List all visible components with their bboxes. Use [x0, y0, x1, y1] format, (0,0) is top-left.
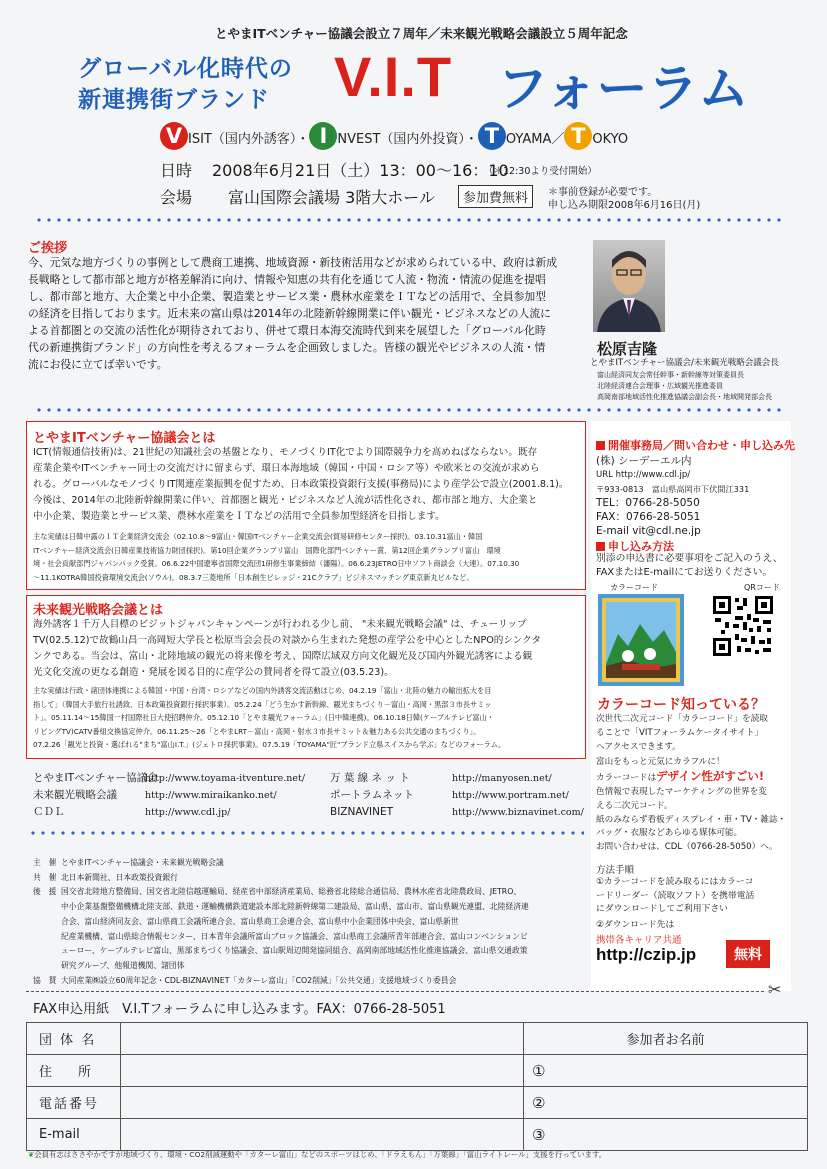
sponsor-text: 研究グループ、他報道機関、諸団体: [61, 960, 185, 970]
color-code-label: カラーコード: [610, 583, 658, 592]
link-url[interactable]: http://www.biznavinet.com/: [452, 807, 584, 818]
qr-code-label: QRコード: [744, 583, 780, 592]
itv-note: 〜11.1KOTRA韓国投資環境交流会(ソウル)。08.3.7三菱地所「日本創生ビレッジ・21Cクラブ」ビジネスマッチング東京新丸ビルなど。: [33, 572, 474, 582]
sponsor-row: [33, 944, 529, 959]
sponsor-label: 主 催: [33, 858, 57, 867]
kanko-note: 主な実績は行政・諸団体連携による韓国・中国・台湾・ロシアなどの国内外誘客交流活動ほじめ、04.2.19「富山・北陸の魅力の輸出拡大を目: [33, 686, 492, 695]
tagline: [160, 122, 628, 150]
fee-badge: 参加費無料: [458, 185, 533, 208]
sponsor-label: 後 援: [33, 887, 57, 897]
title-forum: フォーラム: [497, 60, 749, 119]
participant-1[interactable]: [524, 1055, 808, 1087]
sponsor-text: 中小企業基盤整備機構北陸支部、鉄道・運輸機構鉄道建設本部北陸新幹線第二建設局、富山県、富山市、富山県観光連盟、北陸経済連: [61, 902, 529, 912]
itv-line: 中小企業、製造業とサービス業、農林水産業をＩＴなどの活用で全員参加型経済を目指します。: [33, 511, 445, 522]
itv-note: 境・社会貢献部門ジャパンパック受賞。06.6.22中国遼寧省国際交流団1研修生事業締結（瀋陽）。06.6.23JETRO日中ソフト商談会（大連）。07.10.30: [33, 559, 520, 568]
contact-title: [596, 437, 795, 453]
link-name: とやまITベンチャー協議会: [33, 772, 158, 784]
itv-line: 産業企業やITベンチャー同士の交流だけに留まらず、環日本海地域（韓国・中国・ロシア等）や欧米との交流が求めら: [33, 463, 540, 474]
itv-body: [33, 445, 569, 525]
greeting-line: 流にお役に立てば幸いです。: [28, 358, 168, 371]
sponsor-row: [33, 856, 529, 871]
contact-address: 〒933-0813 富山県高岡市下伏間江331: [596, 484, 750, 494]
chairman-name: 松原吉隆: [597, 340, 658, 358]
contact-details: [596, 454, 749, 538]
circle-i-icon: I: [309, 122, 337, 150]
circle-t-icon: T: [478, 122, 506, 150]
participant-num: ②: [532, 1093, 546, 1112]
tag-tokyo: OKYO: [592, 132, 629, 147]
step-line: ードリーダー（読取ソフト）を携帯電話: [596, 890, 755, 901]
fax-form-table: [26, 1022, 808, 1151]
kanko-line: 海外誘客１千万人目標のビジットジャパンキャンペーンが行われる少し前、 "未来観光戦略会議" は、チューリップ: [33, 619, 527, 630]
greeting-line: 今、元気な地方づくりの事例として農商工連携、地域資源・新技術活用などが求められている中、政府は新成: [28, 256, 558, 269]
sponsor-text: 国交省北陸地方整備局、国交省北陸信越運輸局、経産省中部経済産業局、総務省北陸総合通信局、農林水産省北陸農政局、JETRO、: [61, 887, 522, 897]
participant-num: ①: [532, 1061, 546, 1080]
fax-label: 団 体 名: [27, 1023, 121, 1055]
sponsor-label: 共 催: [33, 872, 57, 882]
date-label: 日時: [160, 161, 193, 180]
participant-3[interactable]: [524, 1119, 808, 1151]
title-line1: グローバル化時代の: [78, 56, 293, 82]
fax-label: 電話番号: [27, 1087, 121, 1119]
link-row: [33, 787, 305, 804]
kanko-heading: 未来観光戦略会議とは: [33, 603, 164, 618]
sponsor-text: 北日本新聞社、日本政策投資銀行: [61, 872, 178, 882]
colorcode-line: 紙のみならず看板ディスプレイ・車・TV・雑誌・: [596, 814, 787, 825]
step-line: ②ダウンロード先は: [596, 919, 675, 930]
greeting-line: 代の新連携街ブランド」の方向性を考えるフォーラムを企画致しました。皆様の観光やビジネスの人流・情: [28, 341, 546, 354]
colorcode-line: 次世代二次元コード「カラーコード」を読取: [596, 714, 768, 724]
fax-heading: FAX申込用紙 V.I.Tフォーラムに申し込みます。FAX：0766-28-5051: [33, 1002, 446, 1017]
itv-line: 今後は、2014年の北陸新幹線開業に伴い、首都圏と観光・ビジネスなど人流が活性化され、都市部と地方、大企業と: [33, 495, 538, 506]
date-note: （＊12:30より受付開始）: [484, 166, 597, 177]
participant-2[interactable]: [524, 1087, 808, 1119]
carrier-note: 携帯各キャリア共通: [596, 935, 682, 946]
link-row: [330, 804, 584, 821]
step-line: にダウンロードしてご利用下さい: [596, 904, 728, 914]
link-name: BIZNAVINET: [330, 806, 394, 818]
contact-title-text: 開催事務局／問い合わせ・申し込み先: [608, 439, 795, 452]
kanko-note: リビングTV)CATV番組交換協定仲介。06.11.25〜26「とやまLRT－富山・高岡・射水３市長サミット＆魅力ある公共交通のまちづくり」。: [33, 726, 481, 736]
colorcode-desc: [596, 713, 786, 855]
circle-v-icon: V: [160, 122, 188, 150]
itv-line: ICT(情報通信技術)は、21世紀の知識社会の基盤となり、モノづくりIT化でより国際競争力を高めねばならない。既存: [33, 447, 538, 458]
sponsor-text: 大同産業㈱設立60周年記念・CDL-BIZNAVINET「カターレ富山」「CO2削減」「公共交通」支援地域づくり委員会: [61, 975, 457, 985]
sponsor-row: [33, 959, 529, 974]
fax-label: 住 所: [27, 1055, 121, 1087]
sponsors: [33, 856, 529, 988]
greeting-line: よる首都圏との交流の活性化が期待されており、併せて環日本海交流時代到来を展望した「グローバル化時: [28, 324, 546, 337]
sponsor-label: 協 賛: [33, 975, 57, 985]
red-square-icon: [596, 441, 605, 450]
link-url[interactable]: http://www.cdl.jp/: [145, 807, 231, 818]
fax-row: [27, 1119, 808, 1151]
link-url[interactable]: http://www.miraikanko.net/: [145, 790, 277, 801]
colorcode-line: へアクセスできます。: [596, 741, 681, 752]
venue-value: 富山国際会議場 3階大ホール: [228, 188, 435, 207]
kanko-notes: [33, 684, 505, 752]
itv-heading: とやまITベンチャー協議会とは: [33, 431, 216, 446]
fax-input-email[interactable]: [121, 1119, 524, 1151]
title-line2: 新連携街ブランド: [78, 87, 270, 113]
chairman-roles: [597, 370, 787, 403]
footer-text: 会員有志はささやかですが地域づくり、環境・CO2削減運動や「カターレ富山」などのスポーツはじめ、「ドラえもん」「万葉線」「富山ライトレール」支援を行っています。: [34, 1150, 607, 1159]
link-row: [330, 787, 584, 804]
date-value: 2008年6月21日（土）13：00〜16：10: [212, 161, 509, 180]
contact-company: (株) シーデーエル内: [596, 455, 692, 467]
sponsor-row: [33, 871, 529, 886]
link-row: [33, 804, 305, 821]
contact-url[interactable]: URL http://www.cdl.jp/: [596, 470, 691, 480]
kanko-note: 07.2.26「観光と投資・選ばれる"まち"富山I.T.」(ジェトロ採択事業)。07.5.19「TOYAMA"匠"ブランド立県スイスから学ぶ」などのフォーラム。: [33, 740, 506, 749]
sponsor-row: [33, 885, 529, 900]
link-name: ＣＤＬ: [33, 806, 65, 818]
sponsor-text: とやまITベンチャー協議会・未来観光戦略会議: [61, 858, 224, 867]
colorcode-line: お問い合わせは、CDL（0766-28-5050）へ。: [596, 842, 778, 853]
chairman-title: とやまITベンチャー協議会/未来観光戦略会議会長: [590, 358, 779, 368]
color-code-image[interactable]: [598, 594, 684, 686]
cut-line: [26, 991, 764, 992]
fax-row: [27, 1055, 808, 1087]
greeting-line: 長戦略として都市部と地方が格差解消に向け、情報や知恵の共有化を通じて人流・物流・情流の促進を提唱: [28, 273, 546, 286]
participant-num: ③: [532, 1125, 546, 1144]
tag-invest: NVEST（国内外投資）・: [337, 132, 478, 147]
colorcode-line: ることで「VITフォーラムケータイサイト」: [596, 727, 764, 738]
colorcode-line: バッグ・衣服などあらゆる媒体可能。: [596, 828, 743, 839]
colorcode-line: 富山をもっと元気にカラフルに！: [596, 757, 725, 768]
circle-t2-icon: T: [564, 122, 592, 150]
sponsor-text: 紀産業機構、富山県総合情報センター、日本青年会議所富山ブロック協議会、富山県商工会議所青年部連合会、富山コンベンションビ: [61, 931, 528, 941]
anniversary-line: とやまITベンチャー協議会設立７周年／未来観光戦略会議設立５周年記念: [215, 26, 628, 41]
steps-title: 方法手順: [596, 865, 635, 876]
kanko-note: 指して」（韓国大手旅行社誘致、日本政策投資銀行採択事業）。05.2.24「どう生かす新幹線、観光まちづくり－富山・高岡・黒部３市長サミッ: [33, 699, 492, 709]
fax-input-address[interactable]: [121, 1055, 524, 1087]
contact-fax: FAX：0766-28-5051: [596, 511, 701, 523]
itv-note: ITベンチャー経済交流会(日韓産業技術協力財団採択)。第10回企業グランプリ富山 国際化部門ベンチャー賞、第12回企業グランプリ富山 環境: [33, 545, 501, 555]
apply-line: 別添の申込書に必要事項をご記入のうえ、: [596, 553, 783, 564]
registration-note: ＊事前登録が必要です。: [548, 187, 658, 198]
greeting-body: [28, 254, 588, 373]
design-emphasis: デザイン性がすごい!: [656, 769, 765, 784]
leaf-icon: ❦: [28, 1150, 35, 1159]
link-name: 万 葉 線 ネ ッ ト: [330, 772, 410, 784]
greeting-heading: ご挨拶: [28, 241, 68, 256]
steps-list: [596, 876, 754, 932]
colorcode-prefix: カラーコードは: [596, 773, 657, 784]
link-row: [330, 770, 584, 787]
link-url[interactable]: http://www.toyama-itventure.net/: [145, 773, 306, 784]
venue-label: 会場: [160, 188, 193, 207]
kanko-line: TV(02.5.12)で故鶴山昌一高岡短大学長と松原当会会長の対談から生まれた発想の産学公を中心としたNPO的シンクタ: [33, 635, 542, 646]
link-name: ポートラムネット: [330, 789, 414, 801]
step-line: ①カラーコードを読み取るにはカラーコ: [596, 877, 754, 887]
contact-email[interactable]: E-mail vit@cdl.ne.jp: [596, 525, 701, 537]
greeting-line: の経済を目指しております。近未来の富山県は2014年の北陸新幹線開業に伴い観光・ビジネスなどの人流に: [28, 307, 551, 320]
links-left: [33, 770, 305, 821]
colorcode-line: [596, 770, 786, 786]
chairman-photo: [593, 240, 665, 332]
colorcode-line: える二次元コード。: [596, 800, 673, 811]
links-right: [330, 770, 584, 821]
itv-note: 主な実績は日韓中露のＩＴ企業経済交流会（02.10.8〜9富山・韓国ITベンチャー企業交流会(貿易研修センター採択)。03.10.31富山・韓国: [33, 532, 483, 541]
qr-code-image[interactable]: [711, 594, 775, 658]
czip-url[interactable]: http://czip.jp: [596, 945, 697, 964]
dotted-divider: [34, 407, 784, 413]
sponsor-row: [33, 930, 529, 945]
sponsor-row: [33, 915, 529, 930]
footer-note: [28, 1149, 606, 1160]
apply-body: [596, 552, 783, 580]
apply-title-text: 申し込み方法: [608, 540, 674, 553]
kanko-note: ト」。05.11.14〜15韓国一村国際社日大使招聘仲介。05.12.10「とやま観光フォーラム」(日中韓連携)。06.10.18日韓(ケーブルテレビ富山・: [33, 713, 494, 722]
red-square-icon: [596, 542, 605, 551]
free-badge: 無料: [726, 940, 770, 968]
sponsor-text: 合会、富山経済同友会、富山県商工会議所連合会、富山県商工会連合会、富山県中小企業団体中央会、富山県新世: [61, 916, 459, 926]
sponsor-text: ューロー、ケーブルテレビ富山、黒部まちづくり協議会、富山駅周辺開発協同組合、高岡南部地域活性化推進協議会、富山県交通政策: [61, 946, 528, 956]
fax-row: [27, 1087, 808, 1119]
chairman-role: 北陸経済連合会理事・広域観光推進委員: [597, 382, 723, 390]
apply-line: FAXまたはE-mailにてお送りください。: [596, 567, 773, 578]
greeting-line: し、都市部と地方、大企業と中小企業、製造業とサービス業・農林水産業をＩＴなどの活用で、全員参加型: [28, 290, 547, 303]
fax-input-org[interactable]: [121, 1023, 524, 1055]
colorcode-line: 色情報で表現したマーケティングの世界を変: [596, 786, 767, 797]
dotted-divider: [34, 217, 784, 223]
sponsor-row: [33, 974, 529, 989]
link-name: 未来観光戦略会議: [33, 789, 117, 801]
tag-toyama: OYAMA／: [505, 132, 565, 147]
kanko-line: ンクである。当会は、富山・北陸地域の観光の将来像を考え、国際広域双方向文化観光及び国内外観光誘客による観: [33, 651, 533, 662]
kanko-body: [33, 617, 541, 681]
contact-tel: TEL：0766-28-5050: [596, 497, 700, 509]
colorcode-question: カラーコード知っている？: [597, 697, 765, 713]
fax-row: [27, 1023, 808, 1055]
link-row: [33, 770, 305, 787]
itv-line: れる。グローバルなモノづくりIT関連産業振興を促すため、日本政策投資銀行支援(事務局)により産学公で設立(2001.8.1)。: [33, 479, 569, 490]
dotted-divider: [28, 830, 584, 836]
scissors-icon: ✂: [768, 980, 782, 999]
fax-input-phone[interactable]: [121, 1087, 524, 1119]
link-url[interactable]: http://manyosen.net/: [452, 773, 552, 784]
title-vit: V.I.T: [334, 45, 453, 108]
sponsor-row: [33, 900, 529, 915]
deadline-note: 申し込み期限2008年6月16日(月): [548, 200, 701, 211]
participants-header: 参加者お名前: [524, 1023, 808, 1055]
kanko-line: 光文化交流の更なる創造・発展を図る目的に産学公の賛同者を得て設立(03.5.23)。: [33, 667, 394, 678]
tag-visit: ISIT（国内外誘客）・: [188, 132, 310, 147]
chairman-role: 富山経済同友会常任幹事・新幹線等対策委員長: [597, 371, 744, 379]
link-url[interactable]: http://www.portram.net/: [452, 790, 569, 801]
itv-notes: [33, 530, 519, 584]
chairman-role: 高岡南部地域活性化推進協議会副会長・地域開発部会長: [597, 393, 772, 401]
fax-label: E-mail: [27, 1119, 121, 1151]
